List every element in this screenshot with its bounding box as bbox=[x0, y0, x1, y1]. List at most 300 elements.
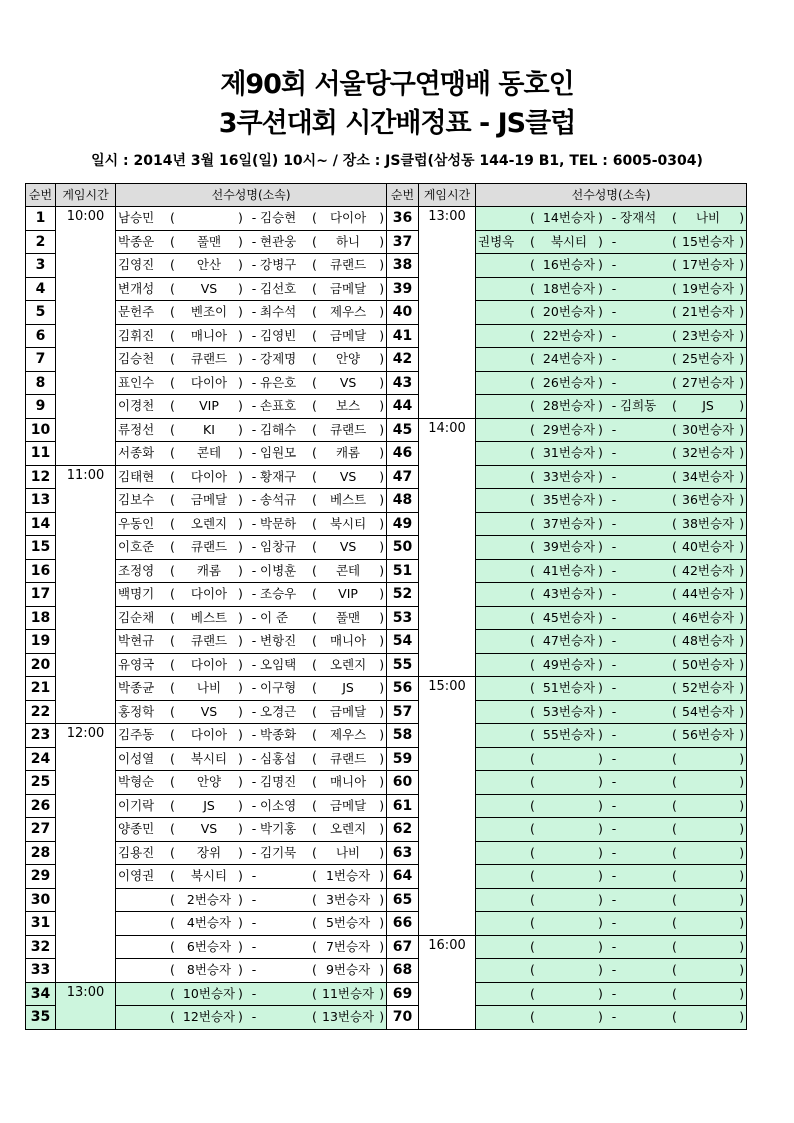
player-b-club bbox=[312, 326, 384, 346]
player-b-club bbox=[672, 255, 744, 275]
vs-dash: - bbox=[611, 750, 617, 766]
player-b-club-name: 나비 bbox=[695, 210, 721, 226]
vs-dash: - bbox=[611, 985, 617, 1001]
player-b-club bbox=[312, 608, 384, 628]
vs-dash: - bbox=[611, 468, 617, 484]
paren-close: ) bbox=[238, 257, 243, 273]
player-a-club bbox=[170, 467, 248, 487]
paren-close: ) bbox=[739, 374, 745, 390]
match-number: 39 bbox=[387, 277, 419, 301]
match-number: 58 bbox=[387, 724, 419, 748]
table-row bbox=[387, 935, 747, 959]
paren-close: ) bbox=[598, 233, 603, 249]
paren-close: ) bbox=[379, 985, 385, 1001]
match-players bbox=[476, 442, 747, 466]
player-b-name: 김선호 bbox=[260, 280, 297, 296]
player-a-name: 권병욱 bbox=[478, 233, 515, 249]
paren-close: ) bbox=[238, 727, 243, 743]
game-time: 14:00 bbox=[419, 418, 476, 677]
match-number: 64 bbox=[387, 865, 419, 889]
player-a-club-name: 47번승자 bbox=[542, 633, 596, 649]
paren-close: ) bbox=[238, 374, 243, 390]
player-b-club-name: VS bbox=[339, 374, 357, 390]
paren-close: ) bbox=[598, 774, 603, 790]
paren-close: ) bbox=[379, 656, 385, 672]
paren-close: ) bbox=[379, 515, 385, 531]
match-number: 25 bbox=[26, 771, 56, 795]
match-line bbox=[116, 561, 386, 581]
player-a-club-name: 43번승자 bbox=[542, 586, 596, 602]
paren-open: ( bbox=[530, 257, 535, 273]
player-a-club-name: 51번승자 bbox=[542, 680, 596, 696]
paren-open: ( bbox=[530, 539, 535, 555]
player-a-club bbox=[530, 631, 608, 651]
player-b-club bbox=[672, 913, 744, 933]
paren-open: ( bbox=[170, 750, 175, 766]
match-players bbox=[116, 371, 387, 395]
paren-close: ) bbox=[739, 985, 745, 1001]
vs-dash: - bbox=[251, 656, 257, 672]
paren-open: ( bbox=[672, 750, 677, 766]
player-a-club bbox=[170, 208, 248, 228]
player-b-club bbox=[312, 490, 384, 510]
match-players bbox=[476, 771, 747, 795]
match-line bbox=[476, 232, 746, 252]
paren-open: ( bbox=[312, 680, 317, 696]
match-number: 26 bbox=[26, 794, 56, 818]
vs-dash: - bbox=[611, 609, 617, 625]
paren-close: ) bbox=[739, 774, 745, 790]
paren-close: ) bbox=[379, 891, 385, 907]
paren-open: ( bbox=[312, 562, 317, 578]
paren-close: ) bbox=[238, 421, 243, 437]
player-b-club-name: 27번승자 bbox=[682, 374, 735, 390]
player-b-club bbox=[672, 302, 744, 322]
player-a-club bbox=[530, 302, 608, 322]
player-a-club-name: 53번승자 bbox=[542, 703, 596, 719]
player-b-name: 임원모 bbox=[260, 445, 297, 461]
match-number: 46 bbox=[387, 442, 419, 466]
match-number: 15 bbox=[26, 536, 56, 560]
match-players bbox=[116, 442, 387, 466]
paren-open: ( bbox=[672, 821, 677, 837]
player-b-club bbox=[672, 396, 744, 416]
match-players bbox=[116, 254, 387, 278]
player-b-club bbox=[312, 937, 384, 957]
player-b-club bbox=[312, 772, 384, 792]
player-a-club-name: 49번승자 bbox=[542, 656, 596, 672]
player-b-club bbox=[672, 514, 744, 534]
player-a-club bbox=[170, 561, 248, 581]
player-a-club-name: 4번승자 bbox=[186, 915, 232, 931]
player-a-club-name bbox=[540, 1007, 598, 1027]
player-b-club bbox=[312, 584, 384, 604]
vs-dash: - bbox=[251, 609, 257, 625]
paren-close: ) bbox=[238, 304, 243, 320]
player-b-club-name: 콘테 bbox=[335, 562, 361, 578]
match-line bbox=[476, 937, 746, 957]
player-b-club-name: 42번승자 bbox=[682, 562, 735, 578]
match-number: 66 bbox=[387, 912, 419, 936]
paren-open: ( bbox=[312, 515, 317, 531]
player-b-club-name bbox=[682, 984, 734, 1004]
paren-open: ( bbox=[170, 1009, 175, 1025]
player-b-club-name bbox=[682, 960, 734, 980]
paren-open: ( bbox=[170, 351, 175, 367]
player-a-club bbox=[170, 984, 248, 1004]
player-a-club bbox=[530, 984, 608, 1004]
paren-open: ( bbox=[530, 421, 535, 437]
match-players bbox=[476, 559, 747, 583]
player-a-club-name bbox=[540, 796, 598, 816]
player-b-club bbox=[312, 302, 384, 322]
player-b-club-name: VS bbox=[339, 539, 357, 555]
paren-close: ) bbox=[238, 445, 243, 461]
player-a-club bbox=[530, 702, 608, 722]
vs-dash: - bbox=[611, 774, 617, 790]
player-a-club bbox=[170, 866, 248, 886]
player-a-club bbox=[170, 631, 248, 651]
match-line bbox=[476, 584, 746, 604]
paren-close: ) bbox=[379, 421, 385, 437]
match-number: 18 bbox=[26, 606, 56, 630]
vs-dash: - bbox=[611, 492, 617, 508]
player-b-club-name: 11번승자 bbox=[322, 985, 375, 1001]
paren-open: ( bbox=[530, 680, 535, 696]
player-a-club bbox=[530, 349, 608, 369]
player-a-club-name: 18번승자 bbox=[542, 280, 596, 296]
match-line bbox=[476, 749, 746, 769]
match-number: 62 bbox=[387, 818, 419, 842]
player-b-club bbox=[672, 631, 744, 651]
vs-dash: - bbox=[251, 233, 257, 249]
vs-dash: - bbox=[611, 445, 617, 461]
player-a-club-name bbox=[540, 749, 598, 769]
paren-open: ( bbox=[312, 257, 317, 273]
player-a-club-name: 12번승자 bbox=[182, 1009, 236, 1025]
player-b-club-name: 21번승자 bbox=[682, 304, 735, 320]
match-number: 42 bbox=[387, 348, 419, 372]
paren-close: ) bbox=[739, 515, 745, 531]
player-a-name: 서종화 bbox=[118, 445, 155, 461]
player-b-club bbox=[672, 984, 744, 1004]
match-number: 51 bbox=[387, 559, 419, 583]
match-line bbox=[116, 1007, 386, 1027]
player-b-club-name: 나비 bbox=[335, 844, 361, 860]
paren-open: ( bbox=[530, 586, 535, 602]
paren-close: ) bbox=[379, 374, 385, 390]
vs-dash: - bbox=[611, 280, 617, 296]
player-b-club-name: 금메달 bbox=[329, 280, 367, 296]
vs-dash: - bbox=[611, 962, 617, 978]
vs-dash: - bbox=[611, 327, 617, 343]
match-line bbox=[116, 843, 386, 863]
paren-close: ) bbox=[379, 821, 385, 837]
paren-open: ( bbox=[672, 962, 677, 978]
player-b-club bbox=[672, 702, 744, 722]
match-number: 56 bbox=[387, 677, 419, 701]
match-number: 7 bbox=[26, 348, 56, 372]
player-a-club-name bbox=[540, 913, 598, 933]
match-players bbox=[476, 982, 747, 1006]
vs-dash: - bbox=[611, 539, 617, 555]
player-a-club bbox=[530, 232, 608, 252]
vs-dash: - bbox=[251, 257, 257, 273]
paren-close: ) bbox=[739, 821, 745, 837]
paren-close: ) bbox=[598, 210, 603, 226]
paren-close: ) bbox=[598, 656, 603, 672]
player-b-club bbox=[672, 772, 744, 792]
match-number: 12 bbox=[26, 465, 56, 489]
match-players bbox=[476, 630, 747, 654]
match-line bbox=[116, 537, 386, 557]
match-line bbox=[116, 232, 386, 252]
player-a-club bbox=[170, 490, 248, 510]
paren-open: ( bbox=[672, 374, 677, 390]
match-number: 37 bbox=[387, 230, 419, 254]
match-players bbox=[116, 512, 387, 536]
match-number: 28 bbox=[26, 841, 56, 865]
paren-close: ) bbox=[238, 492, 243, 508]
player-b-club-name: 큐랜드 bbox=[329, 257, 367, 273]
match-players bbox=[476, 254, 747, 278]
player-b-club-name: 캐롬 bbox=[335, 445, 361, 461]
match-players bbox=[116, 301, 387, 325]
match-line bbox=[476, 396, 746, 416]
vs-dash: - bbox=[251, 539, 257, 555]
match-players bbox=[116, 559, 387, 583]
vs-dash: - bbox=[251, 844, 257, 860]
paren-open: ( bbox=[672, 304, 677, 320]
player-b-club bbox=[312, 890, 384, 910]
paren-close: ) bbox=[379, 492, 385, 508]
player-a-name: 김보수 bbox=[118, 492, 155, 508]
paren-close: ) bbox=[598, 562, 603, 578]
paren-open: ( bbox=[170, 680, 175, 696]
player-a-club-name: 다이아 bbox=[190, 374, 228, 390]
match-number: 23 bbox=[26, 724, 56, 748]
match-players bbox=[476, 606, 747, 630]
player-b-club-name: 40번승자 bbox=[682, 539, 735, 555]
match-players bbox=[116, 418, 387, 442]
match-players bbox=[476, 935, 747, 959]
match-players bbox=[116, 465, 387, 489]
paren-open: ( bbox=[530, 774, 535, 790]
player-a-club-name: 2번승자 bbox=[186, 891, 232, 907]
match-number: 14 bbox=[26, 512, 56, 536]
paren-open: ( bbox=[672, 1009, 677, 1025]
player-b-name: 이소영 bbox=[260, 797, 297, 813]
paren-close: ) bbox=[739, 703, 745, 719]
match-number: 5 bbox=[26, 301, 56, 325]
player-b-club-name: 큐랜드 bbox=[329, 421, 367, 437]
match-players bbox=[476, 512, 747, 536]
player-b-club bbox=[312, 373, 384, 393]
paren-close: ) bbox=[379, 750, 385, 766]
match-players bbox=[116, 677, 387, 701]
paren-close: ) bbox=[739, 868, 745, 884]
vs-dash: - bbox=[251, 797, 257, 813]
player-a-club bbox=[530, 725, 608, 745]
player-a-name: 김영진 bbox=[118, 257, 155, 273]
paren-open: ( bbox=[312, 915, 317, 931]
player-a-name: 표인수 bbox=[118, 374, 155, 390]
match-players bbox=[476, 794, 747, 818]
paren-close: ) bbox=[598, 868, 603, 884]
vs-dash: - bbox=[251, 633, 257, 649]
match-number: 34 bbox=[26, 982, 56, 1006]
player-a-club-name: 큐랜드 bbox=[190, 633, 228, 649]
match-number: 70 bbox=[387, 1006, 419, 1030]
player-a-club bbox=[530, 279, 608, 299]
paren-close: ) bbox=[379, 468, 385, 484]
vs-dash: - bbox=[611, 210, 617, 226]
vs-dash: - bbox=[251, 445, 257, 461]
player-b-club-name: VS bbox=[339, 468, 357, 484]
match-line bbox=[476, 725, 746, 745]
player-a-club bbox=[530, 655, 608, 675]
vs-dash: - bbox=[251, 210, 257, 226]
player-b-name: 조승우 bbox=[260, 586, 297, 602]
player-b-club bbox=[312, 913, 384, 933]
player-b-club bbox=[672, 326, 744, 346]
paren-open: ( bbox=[312, 962, 317, 978]
paren-open: ( bbox=[672, 985, 677, 1001]
match-line bbox=[116, 208, 386, 228]
player-a-club bbox=[170, 749, 248, 769]
vs-dash: - bbox=[611, 257, 617, 273]
match-line bbox=[116, 984, 386, 1004]
player-a-club bbox=[170, 843, 248, 863]
paren-open: ( bbox=[530, 468, 535, 484]
player-b-name: 임창규 bbox=[260, 539, 297, 555]
match-line bbox=[476, 349, 746, 369]
player-a-club bbox=[530, 890, 608, 910]
schedule-table-left bbox=[25, 183, 387, 1030]
player-a-club bbox=[530, 326, 608, 346]
player-a-club-name: 안산 bbox=[196, 257, 222, 273]
paren-open: ( bbox=[170, 844, 175, 860]
paren-close: ) bbox=[238, 750, 243, 766]
paren-close: ) bbox=[238, 985, 243, 1001]
vs-dash: - bbox=[251, 492, 257, 508]
player-a-club bbox=[530, 678, 608, 698]
match-number: 4 bbox=[26, 277, 56, 301]
match-players bbox=[476, 865, 747, 889]
paren-close: ) bbox=[739, 844, 745, 860]
paren-open: ( bbox=[530, 398, 535, 414]
match-line bbox=[476, 866, 746, 886]
vs-dash: - bbox=[251, 304, 257, 320]
paren-close: ) bbox=[238, 821, 243, 837]
player-b-name: 최수석 bbox=[260, 304, 297, 320]
player-b-club-name: 13번승자 bbox=[322, 1009, 375, 1025]
match-number: 10 bbox=[26, 418, 56, 442]
player-b-name: 박기홍 bbox=[260, 821, 297, 837]
vs-dash: - bbox=[251, 421, 257, 437]
match-line bbox=[476, 772, 746, 792]
player-a-club bbox=[530, 913, 608, 933]
match-players bbox=[476, 747, 747, 771]
match-players bbox=[116, 888, 387, 912]
player-a-name: 홍정학 bbox=[118, 703, 155, 719]
match-line bbox=[116, 302, 386, 322]
paren-close: ) bbox=[238, 938, 243, 954]
match-line bbox=[116, 396, 386, 416]
player-a-club bbox=[530, 960, 608, 980]
vs-dash: - bbox=[611, 304, 617, 320]
paren-open: ( bbox=[672, 656, 677, 672]
paren-close: ) bbox=[598, 398, 603, 414]
match-number: 35 bbox=[26, 1006, 56, 1030]
player-b-club bbox=[672, 490, 744, 510]
paren-close: ) bbox=[739, 421, 745, 437]
match-line bbox=[116, 373, 386, 393]
paren-open: ( bbox=[530, 797, 535, 813]
player-b-club-name: 3번승자 bbox=[325, 891, 371, 907]
paren-open: ( bbox=[312, 351, 317, 367]
player-b-name: 이병훈 bbox=[260, 562, 297, 578]
table-row bbox=[387, 677, 747, 701]
player-b-club bbox=[312, 631, 384, 651]
paren-close: ) bbox=[238, 891, 243, 907]
vs-dash: - bbox=[251, 774, 257, 790]
match-players bbox=[116, 207, 387, 231]
paren-close: ) bbox=[739, 915, 745, 931]
match-number: 30 bbox=[26, 888, 56, 912]
player-a-club bbox=[170, 443, 248, 463]
vs-dash: - bbox=[251, 680, 257, 696]
paren-open: ( bbox=[312, 938, 317, 954]
paren-close: ) bbox=[598, 915, 603, 931]
paren-open: ( bbox=[672, 233, 677, 249]
paren-close: ) bbox=[739, 727, 745, 743]
paren-close: ) bbox=[739, 210, 745, 226]
paren-open: ( bbox=[170, 962, 175, 978]
match-line bbox=[476, 960, 746, 980]
player-a-name: 김태현 bbox=[118, 468, 155, 484]
player-b-club-name: 56번승자 bbox=[682, 727, 735, 743]
paren-open: ( bbox=[170, 562, 175, 578]
match-line bbox=[116, 584, 386, 604]
paren-close: ) bbox=[739, 257, 745, 273]
player-a-club-name: VS bbox=[200, 703, 218, 719]
match-number: 17 bbox=[26, 583, 56, 607]
paren-close: ) bbox=[598, 492, 603, 508]
vs-dash: - bbox=[251, 985, 257, 1001]
match-line bbox=[476, 702, 746, 722]
player-a-club-name: 26번승자 bbox=[542, 374, 596, 390]
paren-open: ( bbox=[672, 703, 677, 719]
player-a-club bbox=[170, 796, 248, 816]
match-number: 53 bbox=[387, 606, 419, 630]
player-b-club-name: 34번승자 bbox=[682, 468, 735, 484]
paren-open: ( bbox=[170, 891, 175, 907]
paren-open: ( bbox=[530, 445, 535, 461]
match-line bbox=[476, 514, 746, 534]
player-a-name: 김주동 bbox=[118, 727, 155, 743]
player-a-club bbox=[530, 373, 608, 393]
player-b-club bbox=[312, 443, 384, 463]
paren-close: ) bbox=[238, 539, 243, 555]
player-b-club bbox=[312, 279, 384, 299]
vs-dash: - bbox=[251, 398, 257, 414]
player-a-club-name bbox=[540, 843, 598, 863]
paren-open: ( bbox=[312, 398, 317, 414]
paren-close: ) bbox=[379, 962, 385, 978]
player-b-club-name bbox=[682, 866, 734, 886]
match-number: 11 bbox=[26, 442, 56, 466]
